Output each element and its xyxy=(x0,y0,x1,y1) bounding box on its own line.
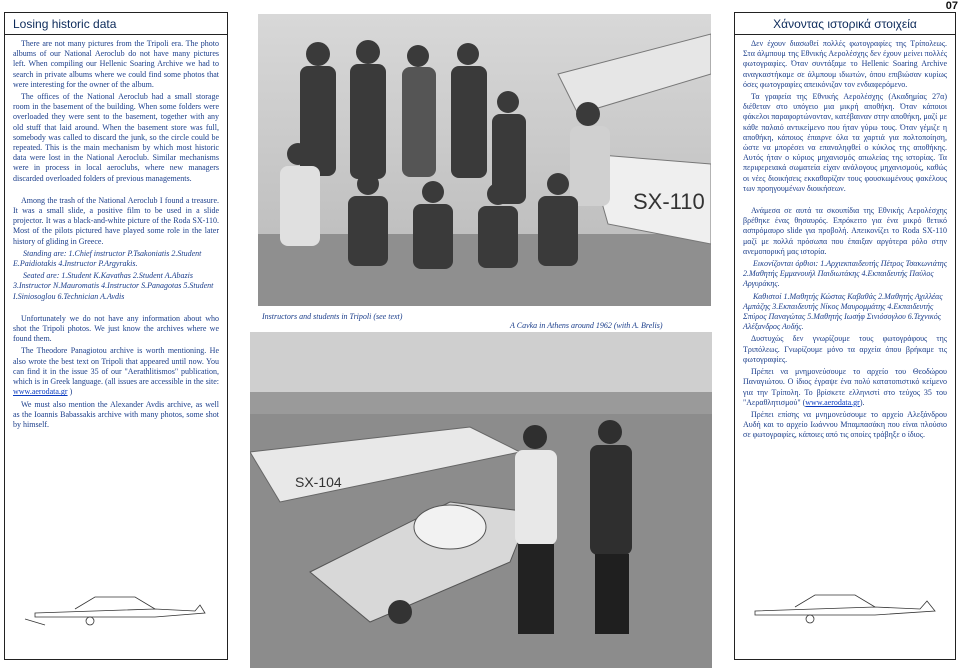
english-credits-standing: Standing are: 1.Chief instructor P.Tsakoniatis 2.Student E.Paidiotakis 4.Instructor P.Argyrakis. xyxy=(13,248,202,269)
glider-registration-bottom: SX-104 xyxy=(295,474,342,490)
glider-sketch-right-icon xyxy=(745,583,945,633)
top-photo-caption: Instructors and students in Tripoli (see text) xyxy=(262,312,403,321)
greek-paragraph-basement: Τα γραφεία της Εθνικής Αερολέσχης (Ακαδημίας 27α) διέθεταν στο υπόγειο μια μικρή αποθήκη. Όταν κάποιοι φάκελοι παραφορτώνονταν, κατέβαιναν στην αποθήκη, μαζί με κάθε παλαιό αντικείμενο που ήταν γύρω τους. Όταν γέμιζε η αποθήκη, κάποιος έπαιρνε όλα τα χαρτιά για πολτοποίηση, ώστε να μπορέσει να επαναληφθεί ο κύκλος της αποθήκης. Αυτός ήταν ο κύριος μηχανισμός απωλείας της ιστορίας. Τα περιφερειακά σωματεία είχαν ανάλογους μηχανισμούς, καθώς οι νέες διοικήσεις εκκαθαρίζαν τους φουσκωμένους φακέλους των προηγουμένων διοικήσεων. xyxy=(743,92,947,193)
greek-article-column xyxy=(734,12,956,660)
tripoli-group-photo xyxy=(258,14,711,306)
greek-paragraph-photographers: Δυστυχώς δεν γνωρίζουμε τους φωτογράφους της Τριπόλεως. Γνωρίζουμε μόνο τα αρχεία όπου βρήκαμε τις φωτογραφίες. xyxy=(743,334,947,364)
greek-credits-seated: Καθιστοί 1.Μαθητής Κώστας Καβαθάς 2.Μαθητής Αχιλλέας Αμπάζης 3.Εκπαιδευτής Νίκος Μαυρομμάτης 4.Εκπαιδευτής Σπύρος Παναγώτας 5.Μαθητής Ιωσήφ Σινιόσογλου 6.Τεχνικός Αλέξανδρος Αυδής. xyxy=(743,291,943,332)
greek-credits-standing: Εικονίζονται όρθιοι: 1.Αρχιεκπαιδευτής Πέτρος Τσακωνιάτης 2.Μαθητής Εμμανουήλ Παιδιωτάκης 4.Εκπαιδευτής Παύλος Αργυράκης. xyxy=(743,259,948,289)
glider-registration-top: SX-110 xyxy=(633,189,705,214)
english-paragraph-photographers: Unfortunately we do not have any information about who shot the Tripoli photos. We just know the archives where we found them. xyxy=(13,313,219,344)
english-paragraph-basement: The offices of the National Aeroclub had a small storage room in the basement of the building. When some folders were overloaded they were sent to the basement, together with any old stuff that laid around. When the basement store was full, somebody was called to discard the junk, so the circle could be repeated. This is the main mechanism by which most historic data were lost in the National Aeroclub. Similar mechanisms were in process in local aeroclubs, where new managers discarded overloaded folders of previous managements. xyxy=(13,92,219,183)
greek-paragraph-panagiotou: Πρέπει να μνημονεύσουμε το αρχείο του Θεοδώρου Παναγιώτου. Ο ίδιος έγραψε ένα πολύ κατατοπιστικό κείμενο για την Τρίπολη. Το βρίσκετε ελληνιστί στο τεύχος 35 του "Αεραθλητισμού" (www.aerodata.gr). xyxy=(743,367,947,407)
english-credits-seated: Seated are: 1.Student K.Kavathas 2.Student A.Abazis 3.Instructor N.Mauromatis 4.Instructor S.Panagotas 5.Student I.Siniosoglou 6.Technician A.Avdis xyxy=(13,271,214,301)
greek-article-title: Χάνοντας ιστορικά στοιχεία xyxy=(735,13,955,35)
greek-paragraph-archives: Πρέπει επίσης να μνημονεύσουμε το αρχείο Αλεξάνδρου Αυδή και το αρχείο Ιωάννου Μπαμπασάκη που είναι πλούσιο σε φωτογραφίες, κάποιες από τις οποίες τράβηξε ο ίδιος. xyxy=(743,409,947,440)
greek-paragraph-intro: Δεν έχουν διασωθεί πολλές φωτογραφίες της Τρίπολεως. Στα άλμπουμ της Εθνικής Αερολέσχης δεν έχουν μείνει πολλές φωτογραφίες. Όταν συντάξαμε το Hellenic Soaring Archive αναγκαστήκαμε σε άλμπουμ ιδιωτών, όπου επιβιώσαν κυρίως όσες φωτογραφίες απεικόνιζαν τον ενδιαφερόμενο. xyxy=(743,39,947,89)
english-paragraph-panagiotou: The Theodore Panagiotou archive is worth mentioning. He also wrote the best text on Tripoli that appeared until now. You can find it in the issue 35 of our "Aerathlitismos" publication, which is in Greek language. (all issues are accessible in the site: www.aerodata.gr ) xyxy=(13,346,219,397)
english-article-column xyxy=(4,12,228,660)
cavka-athens-photo xyxy=(250,332,712,668)
aerodata-link[interactable]: www.aerodata.gr xyxy=(13,387,68,397)
english-paragraph-intro: There are not many pictures from the Tripoli era. The photo albums of our National Aeroclub do not have many pictures left. When compiling our Hellenic Soaring Archive we had to search in private albums where we could find some photos that were interesting for the owner of the album. xyxy=(13,39,219,89)
english-paragraph-treasure: Among the trash of the National Aeroclub I found a treasure. It was a small slide, a positive film to be used in a slide projector. It was a black-and-white picture of the Roda SX-110. Most of the pilots pictured have played some role in the later history of gliding in Greece. xyxy=(13,195,219,246)
greek-aerodata-link[interactable]: www.aerodata.gr xyxy=(805,397,860,407)
english-article-body xyxy=(5,35,227,430)
greek-article-body xyxy=(735,35,955,441)
glider-sketch-icon xyxy=(15,583,215,633)
english-paragraph-archives: We must also mention the Alexander Avdis archive, as well as the Ioannis Babassakis archive with many photos, some shot by himself. xyxy=(13,399,219,429)
english-article-title: Losing historic data xyxy=(5,13,227,35)
greek-paragraph-treasure: Ανάμεσα σε αυτά τα σκουπίδια της Εθνικής Αερολέσχης βρέθηκε ένας θησαυρός. Επρόκειτο για ένα μικρό θετικό ασπρόμαυρο slide για προβολή. Απεικονίζει το Roda SX-110 μαζί με πολλά πρόσωπα που έπαιξαν αργότερα ρόλο στην ανεμοπορική μας ιστορία. xyxy=(743,206,947,256)
page-number: 07 xyxy=(945,0,958,12)
bottom-photo-caption: A Cavka in Athens around 1962 (with A. Brelis) xyxy=(510,321,663,330)
